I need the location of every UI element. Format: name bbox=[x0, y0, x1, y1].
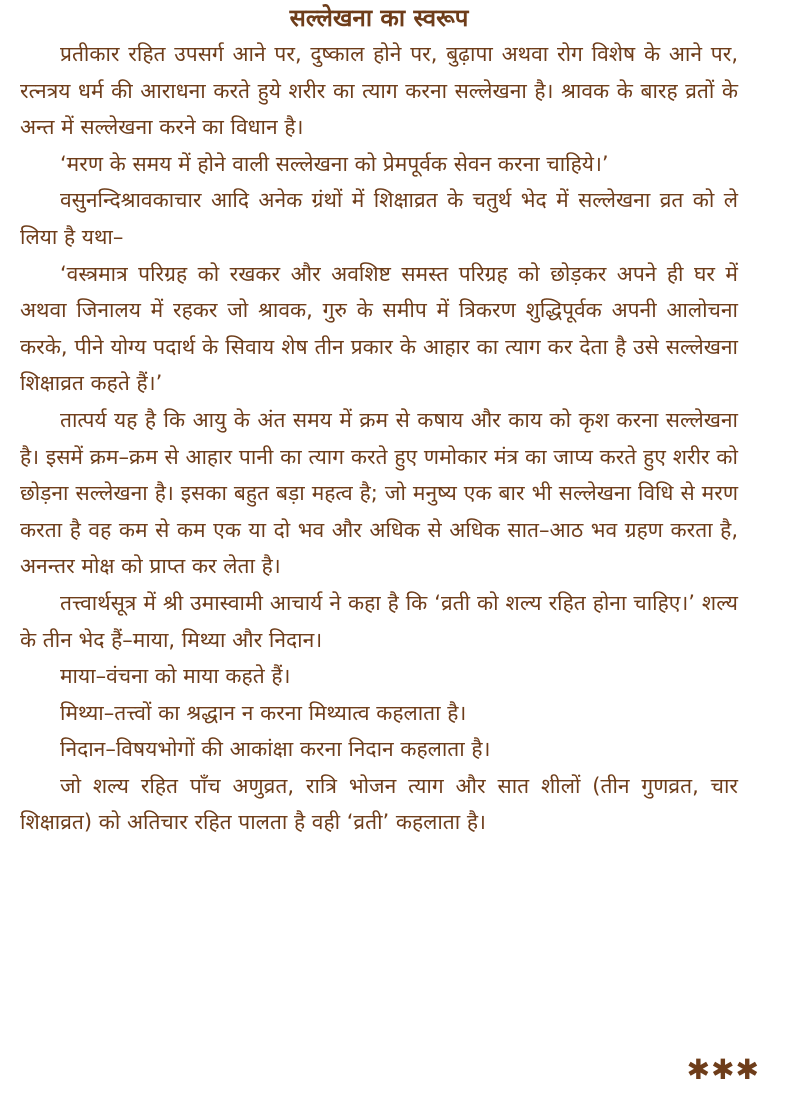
paragraph-3: वसुनन्दिश्रावकाचार आदि अनेक ग्रंथों में शिक्षाव्रत के चतुर्थ भेद में सल्लेखना व्रत को ले लिया है यथा– bbox=[20, 188, 738, 249]
paragraph-7: माया–वंचना को माया कहते हैं। bbox=[60, 664, 291, 689]
end-mark-icon: ✱✱✱ bbox=[686, 1053, 760, 1086]
paragraph-8: मिथ्या–तत्त्वों का श्रद्धान न करना मिथ्यात्व कहलाता है। bbox=[60, 700, 467, 725]
paragraph-1: प्रतीकार रहित उपसर्ग आने पर, दुष्काल होने पर, बुढ़ापा अथवा रोग विशेष के आने पर, रत्नत्रय धर्म की आराधना करते हुये शरीर का त्याग करना सल्लेखना है। श्रावक के बारह व्रतों के अन्त में सल्लेखना करने का विधान है। bbox=[20, 42, 738, 140]
page-title: सल्लेखना का स्वरूप bbox=[289, 4, 469, 32]
paragraph-2: ‘मरण के समय में होने वाली सल्लेखना को प्रेमपूर्वक सेवन करना चाहिये।’ bbox=[60, 151, 609, 176]
paragraph-5: तात्पर्य यह है कि आयु के अंत समय में क्रम से कषाय और काय को कृश करना सल्लेखना है। इसमें क्रम–क्रम से आहार पानी का त्याग करते हुए णमोकार मंत्र का जाप्य करते हुए शरीर को छोड़ना सल्लेखना है। इसका बहुत बड़ा महत्व है; जो मनुष्य एक बार भी सल्लेखना विधि से मरण करता है वह कम से कम एक या दो भव और अधिक से अधिक सात–आठ भव ग्रहण करता है, अनन्तर मोक्ष को प्राप्त कर लेता है। bbox=[20, 407, 738, 579]
paragraph-10: जो शल्य रहित पाँच अणुव्रत, रात्रि भोजन त्याग और सात शीलों (तीन गुणव्रत, चार शिक्षाव्रत) को अतिचार रहित पालता है वही ‘व्रती’ कहलाता है। bbox=[20, 773, 738, 835]
document-page bbox=[20, 0, 738, 841]
paragraph-6: तत्त्वार्थसूत्र में श्री उमास्वामी आचार्य ने कहा है कि ‘व्रती को शल्य रहित होना चाहिए।’ शल्य के तीन भेद हैं–माया, मिथ्या और निदान। bbox=[20, 590, 738, 652]
paragraph-9: निदान–विषयभोगों की आकांक्षा करना निदान कहलाता है। bbox=[60, 737, 491, 762]
paragraph-4: ‘वस्त्रमात्र परिग्रह को रखकर और अवशिष्ट समस्त परिग्रह को छोड़कर अपने ही घर में अथवा जिनालय में रहकर जो श्रावक, गुरु के समीप में त्रिकरण शुद्धिपूर्वक अपनी आलोचना करके, पीने योग्य पदार्थ के सिवाय शेष तीन प्रकार के आहार का त्याग कर देता है उसे सल्लेखना शिक्षाव्रत कहते हैं।’ bbox=[20, 261, 738, 396]
